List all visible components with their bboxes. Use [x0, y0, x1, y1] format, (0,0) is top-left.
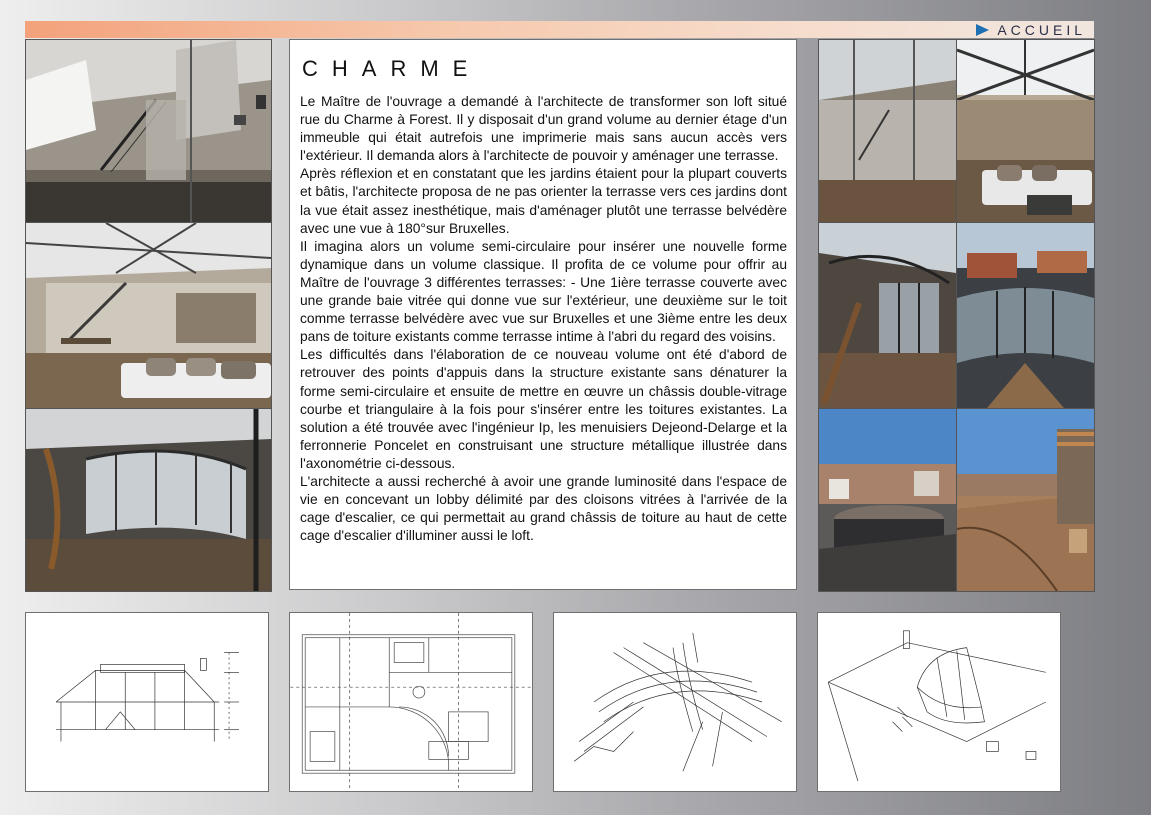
drawing-section — [25, 612, 269, 792]
paragraph-4: Les difficultés dans l'élaboration de ce nouveau volume ont été d'abord de retrouver des points d'appuis dans la structure existante sans dénaturer la forme semi-circulaire et ensuite de mettre en œuvre un châssis double-vitrage courbe et triangulaire à la fois pour s'insérer entre les toitures existantes. La solution a été trouvée avec l'ingénieur Ip, les menuisiers Dejeond-Delarge et la ferronnerie Poncelet en construisant une structure métallique illustrée dans l'axonométrie ci-dessous. — [300, 347, 787, 471]
photo-curved-glass-wall — [25, 408, 272, 592]
drawing-roof-perspective — [817, 612, 1061, 792]
photo-terrace-door — [818, 222, 957, 409]
paragraph-5: L'architecte a aussi recherché à avoir une grande luminosité dans l'espace de vie en concevant un lobby délimité par des cloisons vitrées à l'arrivée de la cage d'escalier, ce qui permettait au grand châssis de toiture au haut de cette cage d'escalier d'illuminer aussi le loft. — [300, 473, 787, 544]
nav-home-label: ACCUEIL — [997, 21, 1086, 38]
photo-interior-staircase-glass — [25, 39, 272, 223]
project-description — [300, 93, 787, 545]
project-title: CHARME — [302, 56, 482, 81]
arrow-right-icon — [976, 24, 989, 36]
drawing-floor-plan — [289, 612, 533, 792]
nav-home-link[interactable] — [976, 21, 1086, 38]
photo-loft-living-room — [25, 222, 272, 409]
project-description-panel — [289, 39, 797, 590]
photo-loft-truss-sofa — [956, 39, 1095, 223]
photo-roof-terrace-deck — [956, 222, 1095, 409]
paragraph-2: Après réflexion et en constatant que les jardins étaient pour la plupart couverts et bâtis, l'architecte proposa de ne pas orienter la terrasse vers ces jardins dont la vue était assez inesthétique, mais d'aménager plutôt une terrasse belvédère avec une vue à 180°sur Bruxelles. — [300, 166, 787, 236]
paragraph-1: Le Maître de l'ouvrage a demandé à l'architecte de transformer son loft situé rue du Charme à Forest. Il y disposait d'un grand volume au dernier étage d'un immeuble qui était autrefois une imprimerie mais sans aucun accès vers l'extérieur. Il demanda alors à l'architecte de pouvoir y aménager une terrasse. — [300, 94, 787, 164]
drawing-structure-axonometry — [553, 612, 797, 792]
photo-glass-partition — [818, 39, 957, 223]
photo-rooftop-view-brussels — [818, 408, 957, 592]
paragraph-3: Il imagina alors un volume semi-circulaire pour insérer une nouvelle forme dynamique dans un volume classique. Il profita de ce volume pour offrir au Maître de l'ouvrage 3 différentes terrasses: - Une 1ière terrasse couverte avec une grande baie vitrée qui donne vue sur l'extérieur, une deuxième sur le toit comme terrasse belvédère avec vue sur Bruxelles et une 3ième entre les deux pans de toiture existants comme terrasse intime à l'abri du regard des voisins. — [300, 238, 787, 345]
photo-belvedere-deck — [956, 408, 1095, 592]
top-bar — [25, 21, 1094, 38]
